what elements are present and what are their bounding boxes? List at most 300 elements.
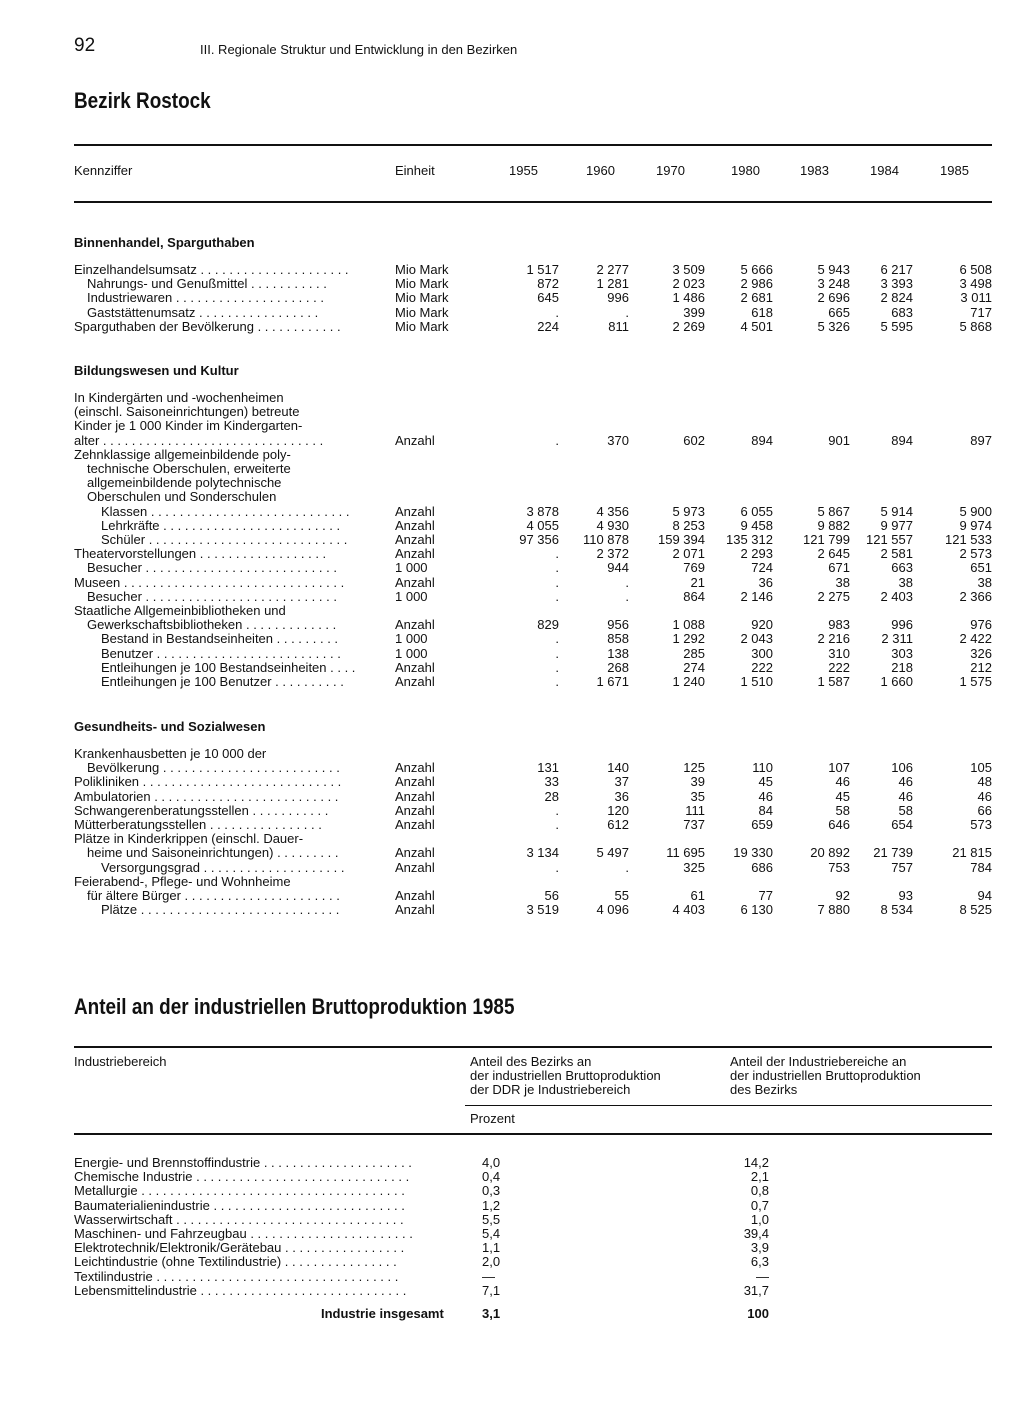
table1-header-cell: 1955 bbox=[509, 163, 538, 178]
value-cell-1984: 8 534 bbox=[880, 902, 913, 918]
row-label: Staatliche Allgemeinbibliotheken und bbox=[74, 603, 286, 618]
row-unit: Anzahl bbox=[395, 774, 435, 790]
table2-row-label: Leichtindustrie (ohne Textilindustrie) . . . . . . . . . . . . . . . . bbox=[74, 1254, 397, 1270]
value-cell-1984: 2 311 bbox=[881, 631, 913, 647]
value-cell-1960: . bbox=[625, 859, 629, 875]
value-cell-1970: 274 bbox=[683, 659, 705, 675]
value-cell-1960: 55 bbox=[614, 888, 629, 903]
table-row bbox=[74, 674, 994, 689]
value-cell-1955: . bbox=[555, 546, 559, 562]
table2-row-label: Elektrotechnik/Elektronik/Gerätebau . . . . . . . . . . . . . . . . . bbox=[74, 1240, 405, 1256]
value-cell-1955: 1 517 bbox=[526, 262, 559, 277]
row-label: heime und Saisoneinrichtungen) . . . . . . . . . bbox=[87, 845, 339, 861]
table1-header-rule bbox=[74, 201, 992, 203]
row-label: Kinder je 1 000 Kinder im Kindergarten- bbox=[74, 418, 303, 434]
table-row bbox=[74, 617, 994, 632]
value-cell-1955: 829 bbox=[537, 617, 559, 633]
table2-row bbox=[74, 1240, 994, 1255]
value-cell-1970: 159 394 bbox=[658, 532, 705, 547]
value-cell-1955: . bbox=[555, 588, 559, 604]
value-cell-1983: 3 248 bbox=[817, 276, 850, 292]
value-cell-1984: 2 581 bbox=[880, 546, 913, 562]
value-cell-1983: 9 882 bbox=[817, 517, 850, 533]
value-cell-1980: 2 043 bbox=[740, 631, 773, 647]
value-cell-1983: 5 943 bbox=[817, 262, 850, 277]
table2-unit-header: Prozent bbox=[470, 1111, 515, 1126]
value-cell-1970: 864 bbox=[683, 588, 705, 604]
value-cell-1980: 920 bbox=[751, 617, 773, 633]
row-label: Versorgungsgrad . . . . . . . . . . . . . . . . . . . . bbox=[101, 859, 345, 875]
value-cell-1980: 300 bbox=[751, 645, 773, 661]
value-cell-1955: . bbox=[555, 304, 559, 320]
section-title: Bildungswesen und Kultur bbox=[74, 363, 239, 378]
value-cell-1985: 38 bbox=[977, 574, 992, 590]
value-cell-1980: 1 510 bbox=[740, 674, 773, 689]
row-unit: Anzahl bbox=[395, 760, 435, 776]
value-cell-1985: 121 533 bbox=[945, 532, 992, 547]
table-row bbox=[74, 746, 994, 761]
row-label: Bevölkerung . . . . . . . . . . . . . . . . . . . . . . . . . bbox=[87, 760, 340, 776]
page-number: 92 bbox=[74, 35, 96, 56]
table2-ddr-share: 4,0 bbox=[482, 1155, 501, 1170]
value-cell-1970: 1 292 bbox=[672, 631, 705, 647]
value-cell-1960: 37 bbox=[614, 774, 629, 790]
value-cell-1980: 2 293 bbox=[740, 546, 773, 562]
table2-bezirk-share: 39,4 bbox=[743, 1226, 769, 1241]
row-label: Einzelhandelsumsatz . . . . . . . . . . . . . . . . . . . . . bbox=[74, 262, 349, 277]
value-cell-1985: 2 573 bbox=[959, 546, 992, 562]
value-cell-1980: 618 bbox=[751, 304, 773, 320]
value-cell-1955: . bbox=[555, 560, 559, 576]
value-cell-1955: 4 055 bbox=[526, 517, 559, 533]
value-cell-1984: 1 660 bbox=[880, 674, 913, 689]
value-cell-1955: 97 356 bbox=[519, 532, 559, 547]
table-row bbox=[74, 831, 994, 846]
value-cell-1955: . bbox=[555, 802, 559, 818]
value-cell-1970: 3 509 bbox=[672, 262, 705, 277]
table1-header-cell: 1985 bbox=[940, 163, 969, 178]
value-cell-1983: 983 bbox=[828, 617, 850, 633]
row-label: Bestand in Bestandseinheiten . . . . . . . . . bbox=[101, 631, 339, 647]
value-cell-1984: 663 bbox=[891, 560, 913, 576]
table-row bbox=[74, 418, 994, 433]
table1-header-cell: 1970 bbox=[656, 163, 685, 178]
table-row bbox=[74, 532, 994, 547]
table2-bezirk-share: — bbox=[756, 1268, 769, 1284]
value-cell-1984: 46 bbox=[898, 788, 913, 804]
table2-col2-header bbox=[470, 1055, 661, 1097]
value-cell-1960: 612 bbox=[607, 817, 629, 832]
value-cell-1985: 66 bbox=[977, 802, 992, 818]
table2-col2-header-line: Anteil des Bezirks an bbox=[470, 1054, 592, 1069]
row-label: Oberschulen und Sonderschulen bbox=[87, 489, 277, 505]
table2-col3-header-line: Anteil der Industriebereiche an bbox=[730, 1054, 907, 1069]
row-unit: Mio Mark bbox=[395, 304, 449, 320]
value-cell-1980: 45 bbox=[758, 774, 773, 790]
row-label: Theatervorstellungen . . . . . . . . . . . . . . . . . . bbox=[74, 546, 327, 562]
value-cell-1960: 858 bbox=[607, 631, 629, 647]
section-title: Binnenhandel, Sparguthaben bbox=[74, 235, 255, 250]
value-cell-1980: 222 bbox=[751, 659, 773, 675]
row-unit: Anzahl bbox=[395, 788, 435, 804]
table2-total-bezirk-share: 100 bbox=[747, 1306, 769, 1321]
value-cell-1985: 9 974 bbox=[959, 517, 992, 533]
value-cell-1983: 20 892 bbox=[810, 845, 850, 861]
value-cell-1985: 8 525 bbox=[959, 902, 992, 918]
table2-top-rule bbox=[74, 1046, 992, 1048]
table-row bbox=[74, 546, 994, 561]
row-label: (einschl. Saisoneinrichtungen) betreute bbox=[74, 404, 300, 420]
table-row bbox=[74, 504, 994, 519]
value-cell-1985: 784 bbox=[970, 859, 992, 875]
table2-ddr-share: 5,4 bbox=[482, 1226, 501, 1241]
value-cell-1984: 996 bbox=[891, 617, 913, 633]
value-cell-1985: 651 bbox=[970, 560, 992, 576]
value-cell-1955: 3 134 bbox=[526, 845, 559, 861]
value-cell-1980: 2 146 bbox=[740, 588, 773, 604]
table-row bbox=[74, 475, 994, 490]
table-row bbox=[74, 276, 994, 291]
row-unit: Anzahl bbox=[395, 532, 435, 547]
value-cell-1983: 2 275 bbox=[817, 588, 850, 604]
value-cell-1980: 135 312 bbox=[726, 532, 773, 547]
table2-ddr-share: — bbox=[482, 1268, 495, 1284]
row-unit: Mio Mark bbox=[395, 276, 449, 292]
value-cell-1983: 2 645 bbox=[817, 546, 850, 562]
table2-ddr-share: 5,5 bbox=[482, 1211, 501, 1227]
value-cell-1985: 717 bbox=[970, 304, 992, 320]
value-cell-1970: 769 bbox=[683, 560, 705, 576]
table2-bezirk-share: 0,8 bbox=[750, 1183, 769, 1199]
value-cell-1980: 19 330 bbox=[733, 845, 773, 861]
value-cell-1960: 140 bbox=[607, 760, 629, 776]
value-cell-1985: 326 bbox=[970, 645, 992, 661]
row-label: Nahrungs- und Genußmittel . . . . . . . . . . . bbox=[87, 276, 327, 292]
table-row bbox=[74, 803, 994, 818]
value-cell-1985: 2 366 bbox=[959, 588, 992, 604]
table-row bbox=[74, 760, 994, 775]
value-cell-1970: 737 bbox=[683, 817, 705, 832]
row-unit: Anzahl bbox=[395, 802, 435, 818]
value-cell-1955: 872 bbox=[537, 276, 559, 292]
row-unit: Anzahl bbox=[395, 432, 435, 448]
value-cell-1960: 370 bbox=[607, 432, 629, 448]
value-cell-1970: 4 403 bbox=[672, 902, 705, 918]
value-cell-1960: 2 277 bbox=[596, 262, 629, 277]
value-cell-1960: 120 bbox=[607, 802, 629, 818]
row-unit: Anzahl bbox=[395, 902, 435, 918]
row-label: Krankenhausbetten je 10 000 der bbox=[74, 746, 267, 761]
value-cell-1980: 2 986 bbox=[740, 276, 773, 292]
value-cell-1955: . bbox=[555, 859, 559, 875]
value-cell-1970: 1 240 bbox=[672, 674, 705, 689]
value-cell-1955: 645 bbox=[537, 290, 559, 306]
row-label: Feierabend-, Pflege- und Wohnheime bbox=[74, 873, 291, 889]
value-cell-1970: 125 bbox=[683, 760, 705, 776]
table2-col2-header-line: der DDR je Industriebereich bbox=[470, 1082, 631, 1097]
table2-col1-header: Industriebereich bbox=[74, 1054, 167, 1069]
value-cell-1970: 111 bbox=[685, 802, 705, 818]
row-label: Ambulatorien . . . . . . . . . . . . . . . . . . . . . . . . . . bbox=[74, 788, 339, 804]
value-cell-1985: 6 508 bbox=[959, 262, 992, 277]
value-cell-1983: 5 867 bbox=[817, 503, 850, 519]
value-cell-1960: 4 096 bbox=[596, 902, 629, 918]
row-label: Gewerkschaftsbibliotheken . . . . . . . . . . . . . bbox=[87, 617, 337, 633]
value-cell-1955: 3 878 bbox=[526, 503, 559, 519]
table2-subhead-rule bbox=[465, 1105, 992, 1106]
value-cell-1960: . bbox=[625, 574, 629, 590]
value-cell-1955: . bbox=[555, 645, 559, 661]
table-row bbox=[74, 902, 994, 917]
table1-header-cell: 1983 bbox=[800, 163, 829, 178]
table2-row bbox=[74, 1226, 994, 1241]
value-cell-1983: 901 bbox=[828, 432, 850, 448]
value-cell-1970: 39 bbox=[690, 774, 705, 790]
table-row bbox=[74, 404, 994, 419]
value-cell-1980: 6 055 bbox=[740, 503, 773, 519]
section-title: Gesundheits- und Sozialwesen bbox=[74, 719, 266, 734]
value-cell-1984: 121 557 bbox=[866, 532, 913, 547]
value-cell-1955: 131 bbox=[537, 760, 559, 776]
value-cell-1984: 21 739 bbox=[873, 845, 913, 861]
value-cell-1985: 897 bbox=[970, 432, 992, 448]
table-row bbox=[74, 319, 994, 334]
row-label: Lehrkräfte . . . . . . . . . . . . . . . . . . . . . . . . . bbox=[101, 517, 341, 533]
row-label: Museen . . . . . . . . . . . . . . . . . . . . . . . . . . . . . . . bbox=[74, 574, 345, 590]
value-cell-1980: 110 bbox=[752, 760, 773, 776]
value-cell-1960: 268 bbox=[607, 659, 629, 675]
row-label: allgemeinbildende polytechnische bbox=[87, 475, 282, 491]
table2-row bbox=[74, 1269, 994, 1284]
value-cell-1985: 5 868 bbox=[959, 318, 992, 334]
value-cell-1955: . bbox=[555, 631, 559, 647]
value-cell-1980: 5 666 bbox=[740, 262, 773, 277]
row-label: Plätze . . . . . . . . . . . . . . . . . . . . . . . . . . . . bbox=[101, 902, 340, 918]
table-row bbox=[74, 874, 994, 889]
value-cell-1960: 996 bbox=[607, 290, 629, 306]
value-cell-1985: 46 bbox=[977, 788, 992, 804]
row-label: für ältere Bürger . . . . . . . . . . . . . . . . . . . . . . bbox=[87, 888, 340, 903]
table2-row-label: Baumaterialienindustrie . . . . . . . . . . . . . . . . . . . . . . . . . . . bbox=[74, 1197, 405, 1213]
value-cell-1960: 944 bbox=[607, 560, 629, 576]
value-cell-1955: 3 519 bbox=[526, 902, 559, 918]
value-cell-1983: 5 326 bbox=[817, 318, 850, 334]
value-cell-1955: . bbox=[555, 674, 559, 689]
row-unit: 1 000 bbox=[395, 560, 428, 576]
table2-row bbox=[74, 1155, 994, 1170]
row-label: Gaststättenumsatz . . . . . . . . . . . . . . . . . bbox=[87, 304, 319, 320]
table2-ddr-share: 1,2 bbox=[482, 1197, 501, 1213]
table-row bbox=[74, 575, 994, 590]
row-unit: Anzahl bbox=[395, 517, 435, 533]
value-cell-1985: 105 bbox=[970, 760, 992, 776]
value-cell-1970: 11 695 bbox=[666, 845, 705, 861]
value-cell-1984: 6 217 bbox=[880, 262, 913, 277]
table-row bbox=[74, 660, 994, 675]
row-unit: Anzahl bbox=[395, 546, 435, 562]
table-row bbox=[74, 789, 994, 804]
table1-header-cell: Kennziffer bbox=[74, 163, 133, 178]
table2-row bbox=[74, 1169, 994, 1184]
value-cell-1984: 757 bbox=[891, 859, 913, 875]
table2-bezirk-share: 31,7 bbox=[743, 1282, 769, 1298]
value-cell-1984: 58 bbox=[898, 802, 913, 818]
row-label: Schüler . . . . . . . . . . . . . . . . . . . . . . . . . . . . bbox=[101, 532, 348, 547]
value-cell-1970: 35 bbox=[690, 788, 705, 804]
value-cell-1970: 602 bbox=[683, 432, 705, 448]
value-cell-1960: . bbox=[625, 304, 629, 320]
table1-header-cell: Einheit bbox=[395, 163, 435, 178]
row-label: Zehnklassige allgemeinbildende poly- bbox=[74, 446, 291, 462]
value-cell-1970: 5 973 bbox=[672, 503, 705, 519]
page-title: Bezirk Rostock bbox=[74, 88, 211, 113]
value-cell-1985: 212 bbox=[970, 659, 992, 675]
row-label: Plätze in Kinderkrippen (einschl. Dauer- bbox=[74, 831, 304, 847]
table2-bezirk-share: 3,9 bbox=[750, 1240, 769, 1256]
row-unit: Anzahl bbox=[395, 888, 435, 903]
value-cell-1984: 654 bbox=[891, 817, 913, 832]
table2-row-label: Energie- und Brennstoffindustrie . . . . . . . . . . . . . . . . . . . . . bbox=[74, 1155, 412, 1170]
table2-col2-header-line: der industriellen Bruttoproduktion bbox=[470, 1068, 661, 1083]
table-row bbox=[74, 390, 994, 405]
value-cell-1984: 5 595 bbox=[880, 318, 913, 334]
table-row bbox=[74, 589, 994, 604]
row-unit: Anzahl bbox=[395, 859, 435, 875]
value-cell-1955: 224 bbox=[537, 318, 559, 334]
table2-ddr-share: 7,1 bbox=[482, 1282, 501, 1298]
value-cell-1983: 38 bbox=[835, 574, 850, 590]
table-row bbox=[74, 305, 994, 320]
value-cell-1980: 659 bbox=[751, 817, 773, 832]
value-cell-1984: 3 393 bbox=[880, 276, 913, 292]
value-cell-1980: 36 bbox=[758, 574, 773, 590]
value-cell-1983: 45 bbox=[835, 788, 850, 804]
value-cell-1983: 107 bbox=[828, 760, 850, 776]
table-row bbox=[74, 290, 994, 305]
value-cell-1970: 2 023 bbox=[672, 276, 705, 292]
value-cell-1983: 46 bbox=[835, 774, 850, 790]
row-label: Sparguthaben der Bevölkerung . . . . . . . . . . . . bbox=[74, 318, 341, 334]
value-cell-1960: 1 281 bbox=[596, 276, 629, 292]
table-row bbox=[74, 646, 994, 661]
value-cell-1960: 4 356 bbox=[596, 503, 629, 519]
table2-bezirk-share: 1,0 bbox=[750, 1211, 769, 1227]
value-cell-1970: 325 bbox=[683, 859, 705, 875]
table-row bbox=[74, 860, 994, 875]
table2-header-rule bbox=[74, 1133, 992, 1135]
table-row bbox=[74, 433, 994, 448]
value-cell-1955: 56 bbox=[544, 888, 559, 903]
value-cell-1985: 976 bbox=[970, 617, 992, 633]
row-label: Entleihungen je 100 Bestandseinheiten . . . . bbox=[101, 659, 356, 675]
value-cell-1970: 61 bbox=[690, 888, 705, 903]
row-label: Mütterberatungsstellen . . . . . . . . . . . . . . . . bbox=[74, 817, 322, 832]
row-label: Benutzer . . . . . . . . . . . . . . . . . . . . . . . . . . bbox=[101, 645, 341, 661]
value-cell-1955: 28 bbox=[544, 788, 559, 804]
row-label: Industriewaren . . . . . . . . . . . . . . . . . . . . . bbox=[87, 290, 324, 306]
row-unit: Mio Mark bbox=[395, 318, 449, 334]
table-row bbox=[74, 518, 994, 533]
row-unit: Anzahl bbox=[395, 817, 435, 832]
value-cell-1960: 811 bbox=[608, 318, 629, 334]
table-row bbox=[74, 461, 994, 476]
table2-total-row bbox=[74, 1306, 994, 1321]
table2-title: Anteil an der industriellen Bruttoproduktion 1985 bbox=[74, 994, 515, 1019]
value-cell-1980: 686 bbox=[751, 859, 773, 875]
table1-header-cell: 1960 bbox=[586, 163, 615, 178]
table2-bezirk-share: 0,7 bbox=[750, 1197, 769, 1213]
table2-row bbox=[74, 1254, 994, 1269]
value-cell-1970: 1 486 bbox=[672, 290, 705, 306]
value-cell-1970: 8 253 bbox=[672, 517, 705, 533]
value-cell-1984: 38 bbox=[898, 574, 913, 590]
row-unit: Anzahl bbox=[395, 674, 435, 689]
value-cell-1980: 2 681 bbox=[740, 290, 773, 306]
row-label: Schwangerenberatungsstellen . . . . . . . . . . . bbox=[74, 802, 329, 818]
row-unit: 1 000 bbox=[395, 631, 428, 647]
row-label: Polikliniken . . . . . . . . . . . . . . . . . . . . . . . . . . . . bbox=[74, 774, 342, 790]
value-cell-1984: 9 977 bbox=[880, 517, 913, 533]
value-cell-1970: 2 071 bbox=[672, 546, 705, 562]
value-cell-1960: 1 671 bbox=[596, 674, 629, 689]
value-cell-1955: . bbox=[555, 817, 559, 832]
value-cell-1970: 399 bbox=[683, 304, 705, 320]
table2-row-label: Textilindustrie . . . . . . . . . . . . . . . . . . . . . . . . . . . . . . . . . . bbox=[74, 1268, 399, 1284]
table2-ddr-share: 0,3 bbox=[482, 1183, 501, 1199]
table2-row-label: Lebensmittelindustrie . . . . . . . . . . . . . . . . . . . . . . . . . . . . . bbox=[74, 1282, 407, 1298]
value-cell-1984: 303 bbox=[891, 645, 913, 661]
value-cell-1984: 106 bbox=[891, 760, 913, 776]
value-cell-1984: 93 bbox=[898, 888, 913, 903]
row-unit: Mio Mark bbox=[395, 262, 449, 277]
row-unit: Mio Mark bbox=[395, 290, 449, 306]
value-cell-1983: 1 587 bbox=[817, 674, 850, 689]
value-cell-1980: 724 bbox=[751, 560, 773, 576]
value-cell-1970: 1 088 bbox=[672, 617, 705, 633]
table2-col3-header-line: des Bezirks bbox=[730, 1082, 798, 1097]
value-cell-1955: . bbox=[555, 659, 559, 675]
value-cell-1983: 665 bbox=[828, 304, 850, 320]
table2-row-label: Metallurgie . . . . . . . . . . . . . . . . . . . . . . . . . . . . . . . . . . . . . bbox=[74, 1183, 405, 1199]
table2-row bbox=[74, 1198, 994, 1213]
value-cell-1984: 5 914 bbox=[880, 503, 913, 519]
value-cell-1970: 2 269 bbox=[672, 318, 705, 334]
value-cell-1980: 9 458 bbox=[740, 517, 773, 533]
table2-ddr-share: 0,4 bbox=[482, 1169, 501, 1185]
table-row bbox=[74, 447, 994, 462]
value-cell-1985: 2 422 bbox=[959, 631, 992, 647]
value-cell-1983: 310 bbox=[828, 645, 850, 661]
value-cell-1984: 2 403 bbox=[880, 588, 913, 604]
row-unit: Anzahl bbox=[395, 617, 435, 633]
value-cell-1980: 6 130 bbox=[740, 902, 773, 918]
table-row bbox=[74, 262, 994, 277]
running-head: III. Regionale Struktur und Entwicklung in den Bezirken bbox=[200, 42, 518, 57]
table-row bbox=[74, 560, 994, 575]
table2-col3-header bbox=[730, 1055, 921, 1097]
value-cell-1960: 2 372 bbox=[596, 546, 629, 562]
row-unit: Anzahl bbox=[395, 845, 435, 861]
value-cell-1985: 5 900 bbox=[959, 503, 992, 519]
table-row bbox=[74, 845, 994, 860]
value-cell-1955: . bbox=[555, 432, 559, 448]
table2-bezirk-share: 6,3 bbox=[750, 1254, 769, 1270]
value-cell-1960: 138 bbox=[607, 645, 629, 661]
table2-row bbox=[74, 1212, 994, 1227]
table1-top-rule bbox=[74, 144, 992, 146]
value-cell-1983: 671 bbox=[828, 560, 850, 576]
table-row bbox=[74, 888, 994, 903]
